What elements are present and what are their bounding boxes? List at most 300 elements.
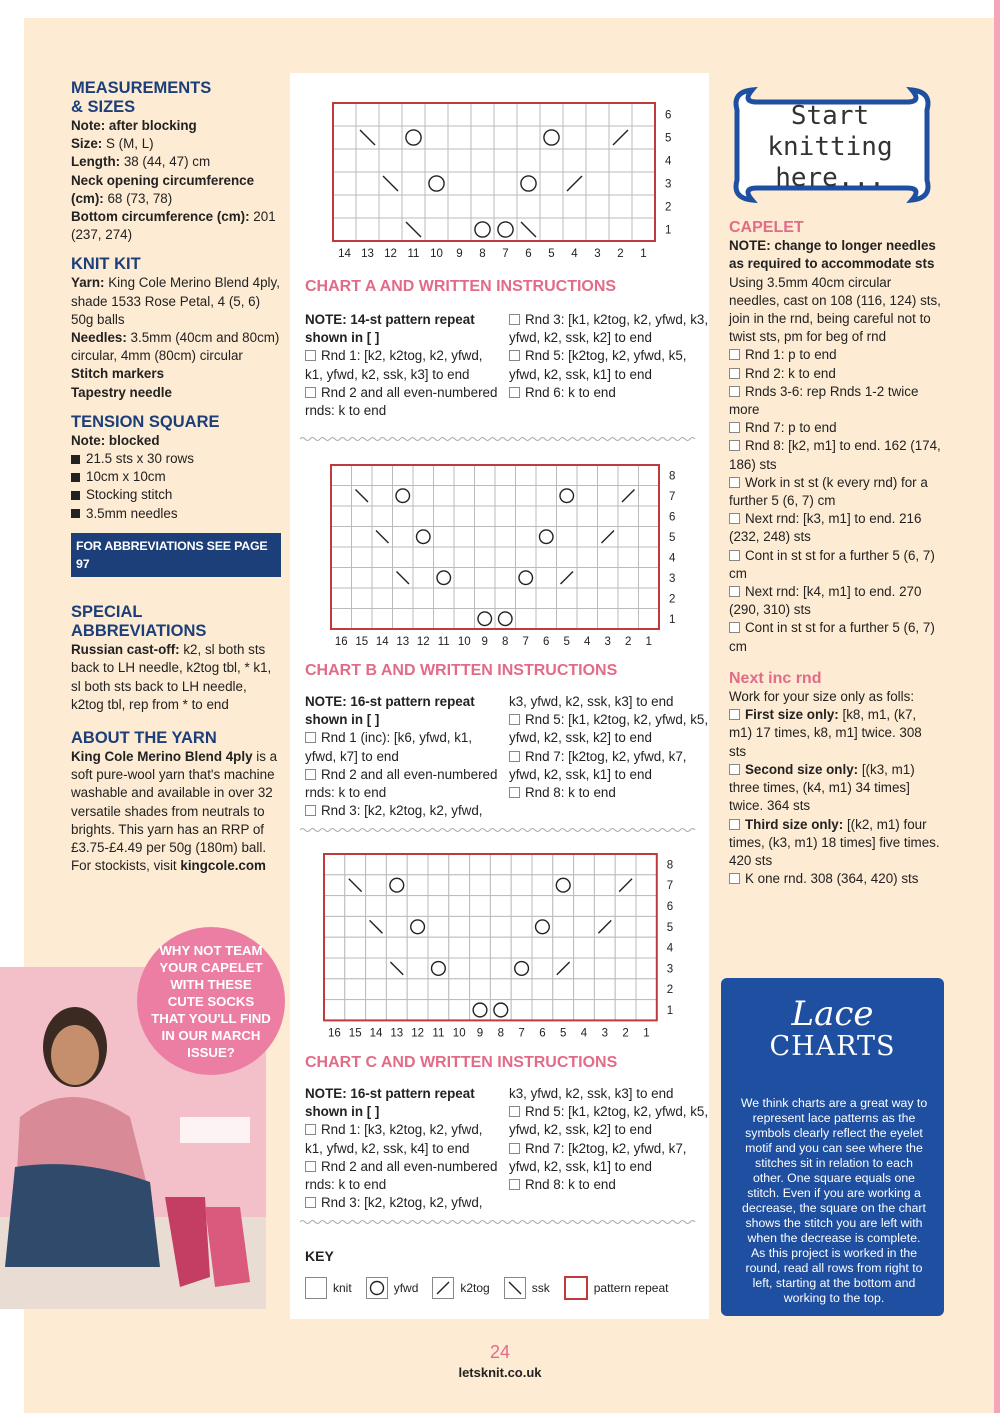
row-label: 3 — [666, 963, 674, 976]
chart-cell — [598, 609, 619, 630]
checkbox-icon[interactable] — [305, 387, 316, 398]
chart-cell — [428, 854, 449, 875]
chart-cell — [532, 958, 553, 979]
chart-cell — [471, 172, 494, 195]
chart-cell — [615, 958, 636, 979]
measurements-lines — [71, 117, 281, 244]
chart-cell — [536, 506, 557, 527]
capelet-step: Work in st st (k every rnd) for a further 5 (6, 7) cm — [729, 474, 928, 509]
chart-cell — [557, 547, 578, 568]
chart-cell — [428, 896, 449, 917]
chart-cell — [495, 506, 516, 527]
col-label: 16 — [328, 1027, 341, 1040]
chart-cell — [366, 896, 387, 917]
measurement-line: Neck opening circumference (cm): 68 (73, 78) — [71, 172, 255, 206]
chart-cell — [557, 609, 578, 630]
chart-cell — [470, 916, 491, 937]
chart-cell — [324, 958, 345, 979]
col-label: 11 — [407, 248, 420, 260]
chart-cell — [475, 506, 496, 527]
chart-cell — [586, 126, 609, 149]
socks-promo-bubble — [137, 927, 285, 1075]
chart-cell — [372, 568, 393, 589]
chart-cell — [407, 1000, 428, 1021]
chart-cell — [345, 916, 366, 937]
key-label: k2tog — [460, 1281, 490, 1296]
chart-cell — [366, 1000, 387, 1021]
chart-cell — [324, 896, 345, 917]
chart-cell — [490, 875, 511, 896]
chart-cell — [557, 506, 578, 527]
capelet-step: Cont in st st for a further 5 (6, 7) cm — [729, 547, 935, 581]
page-edge-strip — [994, 0, 1000, 1413]
chart-cell — [494, 149, 517, 172]
chart-cell — [495, 547, 516, 568]
chart-cell — [636, 854, 657, 875]
chart-cell — [407, 896, 428, 917]
about-yarn-heading: ABOUT THE YARN — [71, 729, 217, 748]
checkbox-icon[interactable] — [305, 732, 316, 743]
chart-cell — [594, 979, 615, 1000]
chart-cell — [393, 506, 414, 527]
instruction-note: NOTE: 16-st pattern repeat shown in [ ] — [305, 694, 475, 728]
checkbox-icon[interactable] — [729, 586, 740, 597]
checkbox-icon[interactable] — [729, 349, 740, 360]
checkbox-icon[interactable] — [305, 769, 316, 780]
chart-cell — [536, 486, 557, 507]
chart-cell — [639, 486, 660, 507]
checkbox-icon[interactable] — [729, 422, 740, 433]
chart-cell — [448, 126, 471, 149]
checkbox-icon[interactable] — [509, 1143, 520, 1154]
col-label: 2 — [625, 636, 632, 648]
chart-cell — [454, 547, 475, 568]
instruction-step: Rnd 3: [k2, k2tog, k2, yfwd, — [305, 802, 500, 820]
chart-cell — [379, 103, 402, 126]
knit-kit-section — [71, 255, 281, 401]
chart-cell — [594, 958, 615, 979]
chart-cell — [557, 465, 578, 486]
chart-cell — [345, 1000, 366, 1021]
instruction-step: Rnd 8: k to end — [509, 784, 709, 802]
chart-cell — [386, 979, 407, 1000]
col-label: 6 — [539, 1027, 546, 1040]
chart-cell — [402, 195, 425, 218]
chart-cell — [557, 588, 578, 609]
row-label: 8 — [669, 470, 676, 483]
chart-cell — [490, 937, 511, 958]
chart-cell — [577, 486, 598, 507]
chart-cell — [516, 486, 537, 507]
chart-cell — [393, 547, 414, 568]
chart-cell — [636, 875, 657, 896]
col-label: 3 — [594, 248, 601, 260]
chart-cell — [413, 609, 434, 630]
chart-cell — [636, 1000, 657, 1021]
k2tog-slash-icon — [432, 1277, 454, 1299]
chart-cell — [352, 588, 373, 609]
instruction-note: NOTE: 16-st pattern repeat shown in [ ] — [305, 1086, 475, 1120]
checkbox-icon[interactable] — [729, 477, 740, 488]
row-label: 2 — [669, 593, 676, 606]
chart-cell — [586, 172, 609, 195]
chart-cell — [495, 465, 516, 486]
chart-cell — [594, 854, 615, 875]
col-label: 13 — [361, 248, 374, 260]
checkbox-icon[interactable] — [729, 873, 740, 884]
chart-cell — [598, 506, 619, 527]
checkbox-icon[interactable] — [509, 787, 520, 798]
chart-cell — [379, 195, 402, 218]
chart-cell — [615, 854, 636, 875]
next-inc-heading: Next inc rnd — [729, 669, 822, 687]
chart-cell — [574, 916, 595, 937]
measurement-line: Note: after blocking — [71, 118, 197, 133]
chart-cell — [413, 547, 434, 568]
chart-cell — [471, 126, 494, 149]
start-line-3: here... — [775, 163, 885, 193]
chart-cell — [517, 103, 540, 126]
chart-cell — [494, 103, 517, 126]
checkbox-icon[interactable] — [729, 386, 740, 397]
chart-cell — [448, 149, 471, 172]
chart-cell — [475, 527, 496, 548]
chart-cell — [331, 588, 352, 609]
chart-cell — [449, 979, 470, 1000]
col-label: 4 — [571, 248, 578, 260]
checkbox-icon[interactable] — [305, 805, 316, 816]
chart-cell — [407, 875, 428, 896]
chart-cell — [553, 937, 574, 958]
checkbox-icon[interactable] — [729, 513, 740, 524]
row-label: 1 — [669, 613, 676, 626]
chart-cell — [511, 896, 532, 917]
chart-cell — [574, 896, 595, 917]
chart-cell — [618, 465, 639, 486]
chart-cell — [407, 958, 428, 979]
capelet-step: Rnd 8: [k2, m1] to end. 162 (174, 186) sts — [729, 438, 941, 472]
col-label: 1 — [643, 1027, 650, 1040]
chart-cell — [470, 958, 491, 979]
checkbox-icon[interactable] — [305, 350, 316, 361]
checkbox-icon[interactable] — [729, 368, 740, 379]
chart-cell — [577, 465, 598, 486]
chart-cell — [345, 979, 366, 1000]
kit-line: Yarn: King Cole Merino Blend 4ply, shade 1533 Rose Petal, 4 (5, 6) 50g balls — [71, 275, 280, 327]
instruction-step: Rnd 3: [k1, k2tog, k2, yfwd, k3, yfwd, k2, ssk, k2] to end — [509, 312, 709, 346]
checkbox-icon[interactable] — [305, 1124, 316, 1135]
checkbox-icon[interactable] — [509, 1106, 520, 1117]
chart-cell — [540, 103, 563, 126]
chart-cell — [563, 218, 586, 241]
instruction-cont: k3, yfwd, k2, ssk, k3] to end — [509, 1086, 674, 1101]
instruction-step: Rnd 2 and all even-numbered rnds: k to end — [305, 384, 498, 419]
chart-cell — [471, 149, 494, 172]
chart-cell — [428, 875, 449, 896]
chart-cell — [333, 103, 356, 126]
col-label: 9 — [456, 248, 463, 260]
chart-cell — [352, 506, 373, 527]
checkbox-icon[interactable] — [729, 550, 740, 561]
key-item — [366, 1277, 419, 1299]
row-label: 8 — [666, 859, 674, 872]
instruction-step: Rnd 3: [k2, k2tog, k2, yfwd, — [305, 1194, 500, 1212]
capelet-steps — [729, 346, 941, 655]
chart-cell — [352, 568, 373, 589]
charts-panel — [290, 73, 709, 1319]
col-label: 5 — [548, 248, 555, 260]
chart-cell — [516, 506, 537, 527]
tension-note: Note: blocked — [71, 432, 160, 448]
col-label: 4 — [580, 1027, 588, 1040]
row-label: 5 — [666, 921, 674, 934]
col-label: 12 — [416, 636, 430, 648]
chart-key — [305, 1247, 705, 1300]
chart-cell — [402, 149, 425, 172]
chart-cell — [609, 218, 632, 241]
chart-cell — [618, 568, 639, 589]
capelet-step: Rnd 1: p to end — [729, 346, 941, 364]
chart-cell — [609, 149, 632, 172]
chart-cell — [448, 172, 471, 195]
special-abbr-text: k2, sl both sts back to LH needle, k2tog tbl, * k1, sl both sts back to LH needle, k2tog tbl, rep from * to end — [71, 642, 272, 712]
chart-cell — [356, 195, 379, 218]
col-label: 15 — [355, 636, 369, 648]
checkbox-icon[interactable] — [729, 764, 740, 775]
chart-cell — [331, 568, 352, 589]
chart-c — [324, 854, 679, 1042]
yarn-text: is a soft pure-wool yarn that's machine washable and available in over 32 versatile shades from neutrals to brights. This yarn has an RRP of £3.75-£4.49 per 50g (180m) ball. For stockists, visit — [71, 749, 278, 874]
chart-cell — [517, 149, 540, 172]
chart-cell — [331, 506, 352, 527]
checkbox-icon[interactable] — [305, 1197, 316, 1208]
col-label: 15 — [348, 1027, 362, 1040]
chart-cell — [632, 195, 655, 218]
chart-cell — [516, 527, 537, 548]
chart-cell — [393, 465, 414, 486]
chart-cell — [577, 588, 598, 609]
chart-cell — [615, 1000, 636, 1021]
chart-cell — [393, 527, 414, 548]
chart-cell — [448, 218, 471, 241]
chart-cell — [356, 103, 379, 126]
chart-cell — [449, 916, 470, 937]
instruction-cont: k3, yfwd, k2, ssk, k3] to end — [509, 694, 674, 709]
checkbox-icon[interactable] — [509, 714, 520, 725]
chart-cell — [490, 916, 511, 937]
capelet-note: NOTE: change to longer needles as required to accommodate sts — [729, 238, 936, 272]
row-label: 1 — [666, 1005, 674, 1017]
chart-cell — [577, 506, 598, 527]
divider — [300, 1219, 700, 1225]
chart-cell — [639, 609, 660, 630]
chart-cell — [563, 149, 586, 172]
chart-cell — [618, 609, 639, 630]
row-label: 5 — [669, 531, 676, 544]
chart-cell — [494, 195, 517, 218]
chart-cell — [333, 172, 356, 195]
right-column — [729, 219, 941, 888]
chart-cell — [454, 465, 475, 486]
chart-cell — [536, 609, 557, 630]
instruction-step: Rnd 5: [k2tog, k2, yfwd, k5, yfwd, k2, ssk, k1] to end — [509, 348, 687, 382]
chart-cell — [428, 937, 449, 958]
col-label: 5 — [559, 1027, 567, 1040]
checkbox-icon[interactable] — [509, 387, 520, 398]
checkbox-icon[interactable] — [729, 440, 740, 451]
instruction-step: Rnd 8: k to end — [509, 1176, 709, 1194]
key-item — [504, 1277, 550, 1299]
chart-cell — [470, 875, 491, 896]
chart-cell — [490, 854, 511, 875]
capelet-step: Rnd 2: k to end — [729, 365, 941, 383]
col-label: 3 — [604, 636, 611, 648]
checkbox-icon[interactable] — [729, 709, 740, 720]
chart-cell — [324, 937, 345, 958]
checkbox-icon[interactable] — [305, 1161, 316, 1172]
chart-cell — [352, 465, 373, 486]
key-item — [305, 1277, 352, 1299]
chart-cell — [372, 547, 393, 568]
yarn-link[interactable]: kingcole.com — [180, 858, 266, 874]
checkbox-icon[interactable] — [509, 1179, 520, 1190]
chart-cell — [324, 875, 345, 896]
checkbox-icon[interactable] — [509, 751, 520, 762]
chart-cell — [402, 103, 425, 126]
measurement-line: Size: S (M, L) — [71, 136, 154, 152]
chart-cell — [470, 896, 491, 917]
tension-bullet: 21.5 sts x 30 rows — [71, 450, 281, 468]
row-label: 5 — [665, 132, 672, 145]
tension-heading: TENSION SQUARE — [71, 412, 220, 431]
instruction-step: Rnd 5: [k1, k2tog, k2, yfwd, k5, yfwd, k2, ssk, k2] to end — [509, 1104, 709, 1138]
chart-cell — [511, 979, 532, 1000]
tension-bullet: Stocking stitch — [71, 486, 281, 504]
chart-cell — [428, 979, 449, 1000]
measurement-line: Length: 38 (44, 47) cm — [71, 154, 211, 170]
chart-cell — [413, 506, 434, 527]
chart-cell — [495, 486, 516, 507]
chart-cell — [536, 588, 557, 609]
checkbox-icon[interactable] — [509, 314, 520, 325]
chart-cell — [386, 916, 407, 937]
chart-cell — [372, 506, 393, 527]
row-label: 2 — [665, 201, 672, 214]
chart-cell — [449, 937, 470, 958]
chart-cell — [516, 588, 537, 609]
instruction-step: Rnd 1 (inc): [k6, yfwd, k1, yfwd, k7] to end — [305, 730, 473, 764]
ssk-backslash-icon — [504, 1277, 526, 1299]
chart-cell — [636, 896, 657, 917]
inc-item: Third size only: [(k2, m1) four times, (k3, m1) 18 times] five times. 420 sts — [729, 816, 940, 868]
col-label: 13 — [390, 1027, 404, 1040]
chart-cell — [553, 916, 574, 937]
chart-cell — [470, 854, 491, 875]
key-label: yfwd — [393, 1281, 419, 1296]
chart-cell — [594, 937, 615, 958]
chart-cell — [449, 896, 470, 917]
chart-cell — [454, 588, 475, 609]
repeat-box-icon — [564, 1276, 588, 1300]
capelet-intro: Using 3.5mm 40cm circular needles, cast on 108 (116, 124) sts, join in the rnd, being careful not to twist sts, pm for beg of rnd — [729, 274, 941, 345]
chart-cell — [636, 979, 657, 1000]
chart-cell — [639, 506, 660, 527]
chart-cell — [425, 126, 448, 149]
checkbox-icon[interactable] — [729, 819, 740, 830]
chart-cell — [540, 218, 563, 241]
chart-cell — [632, 149, 655, 172]
key-label: pattern repeat — [593, 1281, 669, 1296]
capelet-step: Rnd 7: p to end — [729, 419, 941, 437]
chart-cell — [352, 609, 373, 630]
chart-cell — [331, 465, 352, 486]
chart-cell — [470, 937, 491, 958]
tension-section — [71, 413, 281, 577]
checkbox-icon[interactable] — [509, 350, 520, 361]
lace-charts-box — [721, 978, 944, 1316]
chart-cell — [393, 609, 414, 630]
chart-cell — [618, 588, 639, 609]
next-inc-intro: Work for your size only as folls: — [729, 689, 915, 705]
chart-cell — [331, 609, 352, 630]
chart-cell — [379, 149, 402, 172]
inc-item: Second size only: [(k3, m1) three times, (k4, m1) 34 times] twice. 364 sts — [729, 761, 915, 814]
chart-cell — [475, 588, 496, 609]
chart-cell — [553, 854, 574, 875]
chart-cell — [532, 896, 553, 917]
chart-cell — [490, 958, 511, 979]
chart-cell — [454, 506, 475, 527]
chart-cell — [449, 958, 470, 979]
row-label: 6 — [669, 511, 676, 524]
chart-cell — [636, 937, 657, 958]
chart-cell — [434, 547, 455, 568]
chart-cell — [586, 218, 609, 241]
instruction-step: Rnd 1: [k2, k2tog, k2, yfwd, k1, yfwd, k2, ssk, k3] to end — [305, 348, 483, 382]
chart-cell — [618, 506, 639, 527]
chart-cell — [434, 506, 455, 527]
chart-cell — [425, 149, 448, 172]
col-label: 7 — [518, 1027, 525, 1040]
key-item — [432, 1277, 489, 1299]
chart-cell — [639, 465, 660, 486]
capelet-step: Next rnd: [k3, m1] to end. 216 (232, 248) sts — [729, 511, 922, 545]
key-items — [305, 1276, 705, 1300]
chart-cell — [632, 103, 655, 126]
checkbox-icon[interactable] — [729, 622, 740, 633]
col-label: 2 — [617, 248, 624, 260]
chart-cell — [386, 854, 407, 875]
chart-cell — [577, 547, 598, 568]
chart-cell — [598, 465, 619, 486]
chart-cell — [413, 588, 434, 609]
chart-cell — [540, 149, 563, 172]
chart-cell — [540, 172, 563, 195]
chart-cell — [454, 609, 475, 630]
col-label: 7 — [502, 248, 509, 260]
next-inc-items — [729, 706, 941, 888]
chart-cell — [540, 195, 563, 218]
col-label: 10 — [430, 248, 443, 260]
chart-cell — [511, 1000, 532, 1021]
chart-cell — [448, 195, 471, 218]
chart-cell — [532, 979, 553, 1000]
chart-cell — [449, 1000, 470, 1021]
chart-b-title: CHART B AND WRITTEN INSTRUCTIONS — [305, 662, 618, 679]
col-label: 12 — [411, 1027, 424, 1040]
col-label: 11 — [437, 636, 450, 648]
chart-cell — [598, 547, 619, 568]
